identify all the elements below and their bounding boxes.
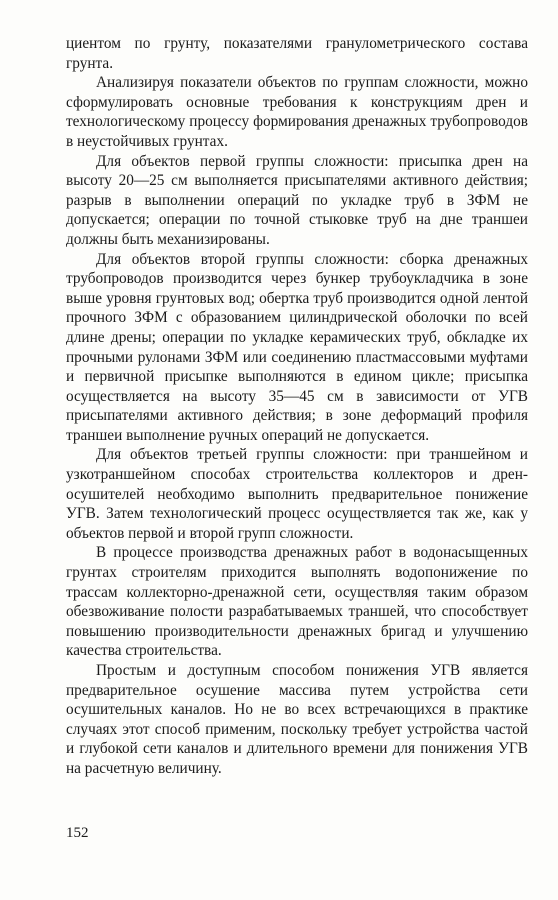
paragraph-3: Для объектов первой группы сложности: присыпка дрен на высоту 20—25 см выполняется присыпателями активного действия; разрыв в выполнении операций по укладке труб в ЗФМ не допускается; операции по точной стыковке труб на дне траншеи должны быть механизированы.: [66, 152, 528, 248]
paragraph-2: Анализируя показатели объектов по группам сложности, можно сформулировать основные требования к конструкциям дрен и технологическому процессу формирования дренажных трубопроводов в неустойчивых грунтах.: [66, 74, 528, 150]
paragraph-7: Простым и доступным способом понижения УГВ является предварительное осушение массива путем устройства сети осушительных каналов. Но не во всех встречающихся в практике случаях этот способ применим, поскольку требует устройства частой и глубокой сети каналов и длительного времени для понижения УГВ на расчетную величину.: [66, 662, 528, 777]
paragraph-6: В процессе производства дренажных работ в водонасыщенных грунтах строителям приходится выполнять водопонижение по трассам коллекторно-дренажной сети, осуществляя таким образом обезвоживание полости разрабатываемых траншей, что способствует повышению производительности дренажных бригад и улучшению качества строительства.: [66, 544, 528, 660]
paragraph-1: циентом по грунту, показателями гранулометрического состава грунта.: [66, 35, 528, 72]
paragraph-5: Для объектов третьей группы сложности: при траншейном и узкотраншейном способах строительства коллекторов и дрен-осушителей необходимо выполнить предварительное понижение УГВ. Затем технологический процесс осуществляется так же, как у объектов первой и второй групп сложности.: [66, 446, 528, 542]
page-number: 152: [66, 825, 89, 841]
paragraph-4: Для объектов второй группы сложности: сборка дренажных трубопроводов производится через бункер трубоукладчика в зоне выше уровня грунтовых вод; обертка труб производится одной лентой прочного ЗФМ с образованием цилиндрической оболочки по всей длине дрены; операции по укладке керамических труб, обкладке их прочными рулонами ЗФМ или соединению пластмассовыми муфтами и первичной присыпке выполняются в едином цикле; присыпка осуществляется на высоту 35—45 см в зависимости от УГВ присыпателями активного действия; в зоне деформаций профиля траншеи выполнение ручных операций не допускается.: [66, 250, 528, 444]
body-text: [66, 34, 528, 779]
